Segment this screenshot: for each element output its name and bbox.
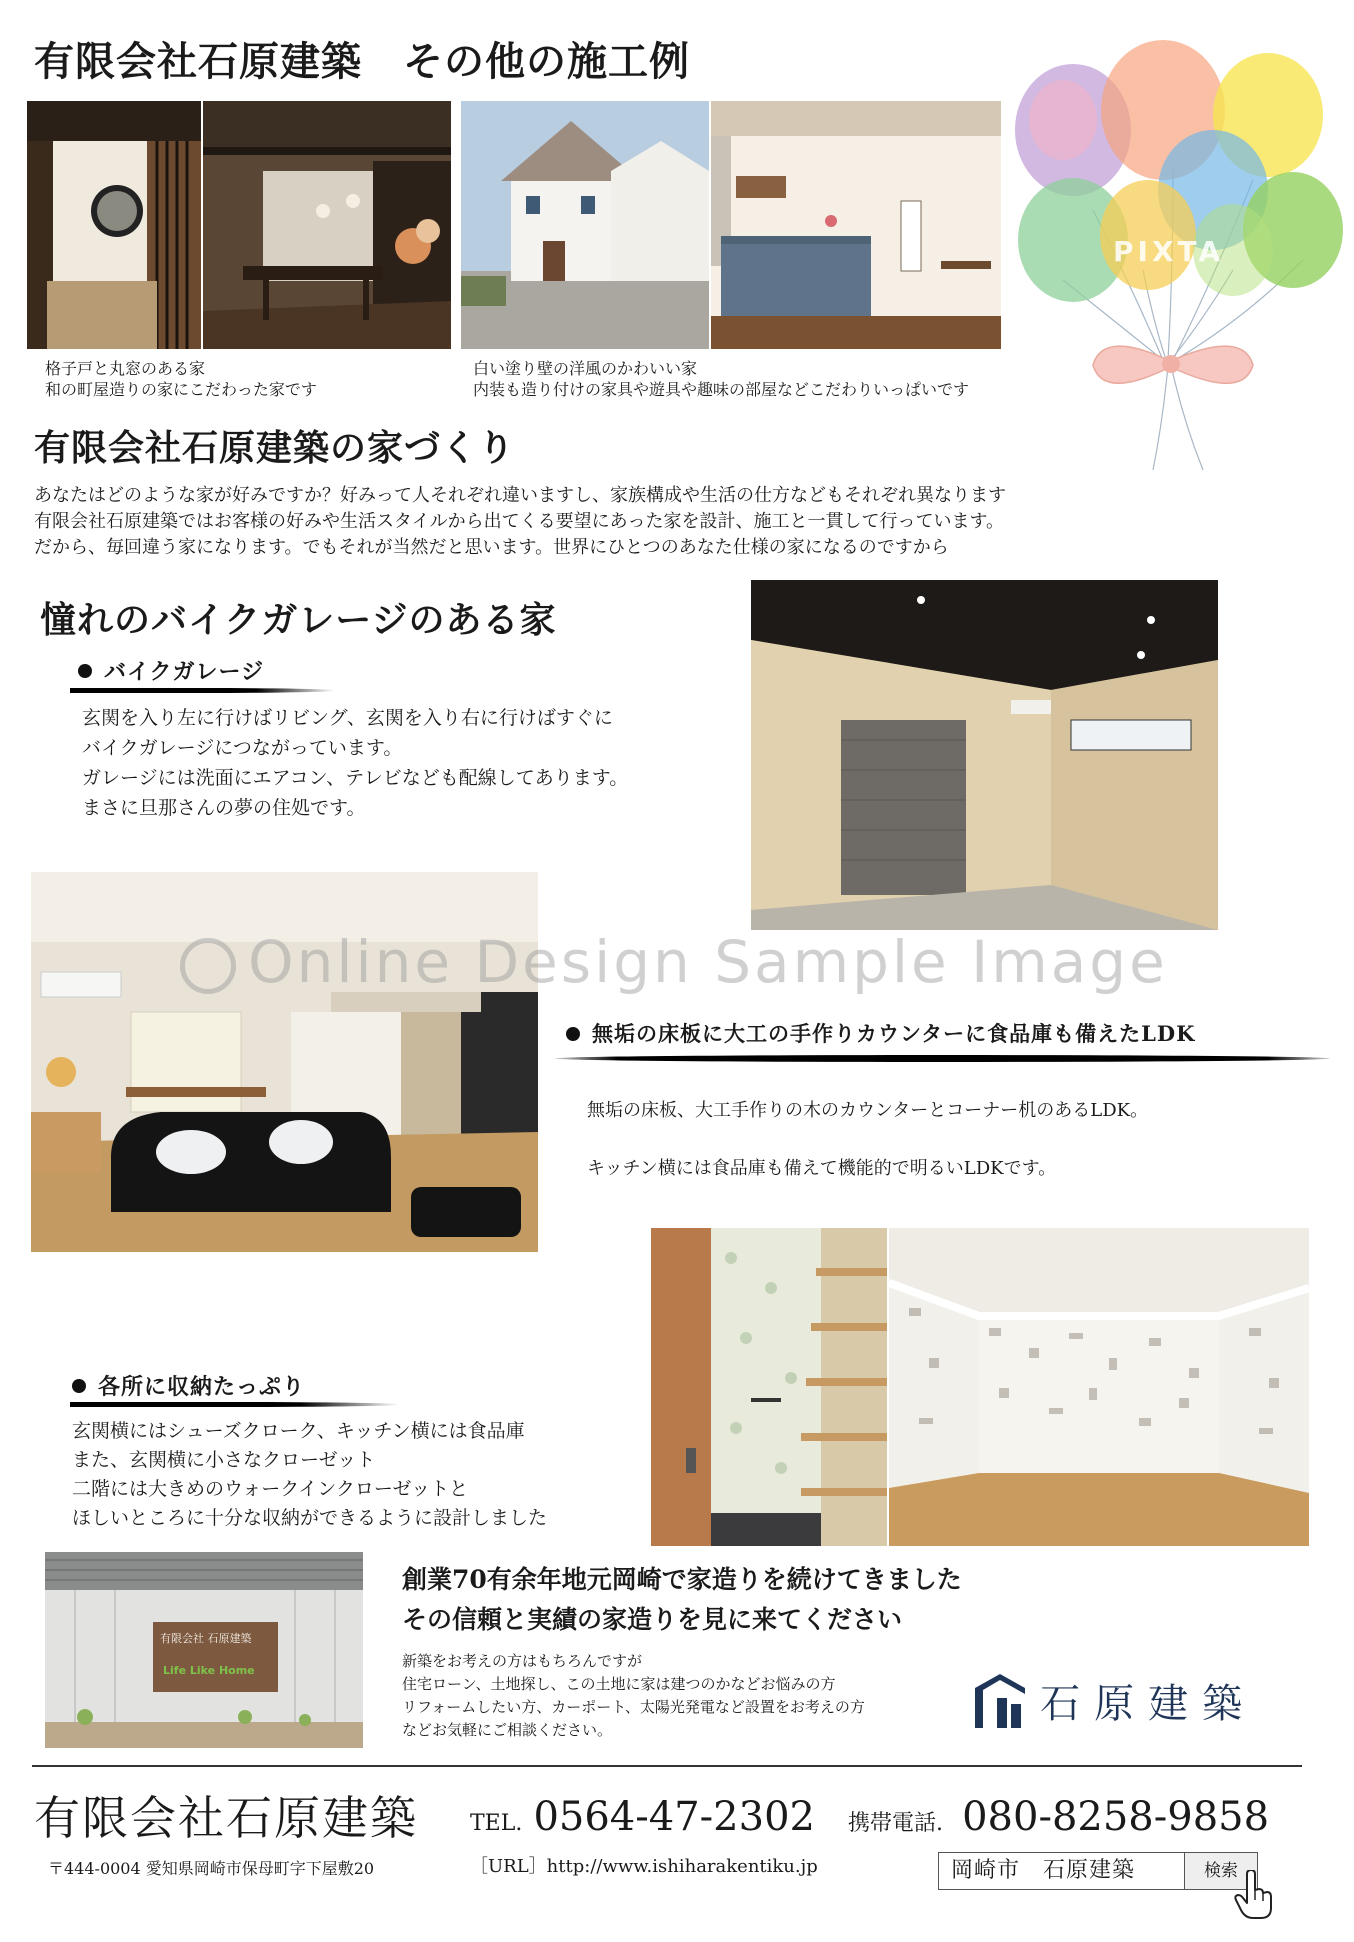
garage-line: バイクガレージにつながっています。 bbox=[82, 737, 403, 759]
garage-sub-label: バイクガレージ bbox=[104, 659, 265, 685]
mobile-number: 080-8258-9858 bbox=[962, 1794, 1270, 1840]
promo-line: などお気軽にご相談ください。 bbox=[402, 1721, 613, 1739]
storage-line: ほしいところに十分な収納ができるように設計しました bbox=[72, 1507, 548, 1529]
promo-line: 住宅ローン、土地探し、この土地に家は建つのかなどお悩みの方 bbox=[402, 1675, 836, 1693]
garage-sub-underline bbox=[70, 688, 336, 693]
photo-office-building bbox=[45, 1552, 363, 1748]
caption-line: 白い塗り壁の洋風のかわいい家 bbox=[473, 359, 698, 378]
storage-line: 玄関横にはシューズクローク、キッチン横には食品庫 bbox=[72, 1420, 525, 1442]
example-right-caption bbox=[473, 358, 969, 400]
office-sign-text: 有限会社 石原建築 bbox=[160, 1632, 252, 1645]
watermark-logo-icon bbox=[180, 938, 236, 994]
tel-label: TEL. bbox=[470, 1811, 523, 1836]
concept-title: 有限会社石原建築の家づくり bbox=[34, 427, 516, 469]
footer-url: ［URL］http://www.ishiharakentiku.jp bbox=[470, 1856, 818, 1877]
footer-mobile bbox=[848, 1794, 1269, 1840]
photo-japanese-dining bbox=[203, 101, 451, 349]
garage-text bbox=[82, 705, 628, 825]
garage-line: ガレージには洗面にエアコン、テレビなども配線してあります。 bbox=[82, 767, 629, 789]
ldk-sub-underline bbox=[555, 1055, 1330, 1062]
ldk-text-1: 無垢の床板、大工手作りの木のカウンターとコーナー机のあるLDK。 bbox=[587, 1100, 1149, 1121]
storage-line: また、玄関横に小さなクローゼット bbox=[72, 1449, 376, 1471]
footer-divider bbox=[32, 1765, 1302, 1767]
search-bar[interactable] bbox=[938, 1852, 1258, 1890]
company-logo bbox=[975, 1672, 1256, 1732]
house-logo-icon bbox=[975, 1674, 1025, 1728]
ldk-sub-label: 無垢の床板に大工の手作りカウンターに食品庫も備えたLDK bbox=[592, 1021, 1196, 1046]
concept-line: 有限会社石原建築ではお客様の好みや生活スタイルから出てくる要望にあった家を設計、施工と一貫して行っています。 bbox=[34, 511, 1005, 532]
promo-headline bbox=[402, 1560, 962, 1640]
promo-line: リフォームしたい方、カーポート、太陽光発電など設置をお考えの方 bbox=[402, 1698, 865, 1716]
garage-title: 憧れのバイクガレージのある家 bbox=[40, 599, 557, 641]
bullet-dot bbox=[78, 664, 92, 678]
bullet-dot bbox=[72, 1379, 86, 1393]
page-title: 有限会社石原建築 その他の施工例 bbox=[34, 38, 690, 85]
photo-shoe-closet bbox=[651, 1228, 887, 1546]
photo-bike-garage bbox=[751, 580, 1218, 930]
sample-watermark bbox=[180, 928, 1168, 996]
pointer-hand-icon bbox=[1233, 1870, 1275, 1924]
promo-line: 新築をお考えの方はもちろんですが bbox=[402, 1652, 643, 1670]
garage-line: まさに旦那さんの夢の住処です。 bbox=[82, 797, 366, 819]
storage-text bbox=[72, 1418, 547, 1534]
footer-company-name: 有限会社石原建築 bbox=[34, 1791, 418, 1845]
promo-text bbox=[402, 1650, 865, 1742]
tel-number: 0564-47-2302 bbox=[533, 1794, 815, 1840]
storage-sub-label: 各所に収納たっぷり bbox=[98, 1374, 306, 1400]
search-input[interactable]: 岡崎市 石原建築 bbox=[951, 1858, 1136, 1883]
storage-line: 二階には大きめのウォークインクローゼットと bbox=[72, 1478, 469, 1500]
promo-headline-1: 創業70有余年地元岡崎で家造りを続けてきました bbox=[402, 1565, 962, 1594]
garage-line: 玄関を入り左に行けばリビング、玄関を入り右に行けばすぐに bbox=[82, 707, 613, 729]
photo-white-house-exterior bbox=[461, 101, 709, 349]
caption-line: 内装も造り付けの家具や遊具や趣味の部屋などこだわりいっぱいです bbox=[473, 380, 970, 399]
ldk-text-2: キッチン横には食品庫も備えて機能的で明るいLDKです。 bbox=[587, 1158, 1057, 1179]
caption-line: 和の町屋造りの家にこだわった家です bbox=[45, 380, 317, 399]
pixta-watermark: PIXTA bbox=[1113, 235, 1225, 268]
garage-subheading bbox=[78, 655, 264, 686]
storage-sub-underline bbox=[70, 1402, 400, 1407]
storage-subheading bbox=[72, 1370, 305, 1401]
example-left-caption bbox=[45, 358, 317, 400]
mobile-label: 携帯電話. bbox=[848, 1811, 943, 1836]
footer-address: 〒444-0004 愛知県岡崎市保母町字下屋敷20 bbox=[48, 1859, 375, 1878]
caption-line: 格子戸と丸窓のある家 bbox=[45, 359, 206, 378]
bullet-dot bbox=[566, 1027, 580, 1041]
concept-line: だから、毎回違う家になります。でもそれが当然だと思います。世界にひとつのあなた仕様の家になるのですから bbox=[34, 537, 949, 558]
footer-tel bbox=[470, 1794, 815, 1840]
concept-text bbox=[34, 483, 1006, 561]
photo-white-house-interior bbox=[711, 101, 1001, 349]
search-button[interactable]: 検索 bbox=[1184, 1853, 1257, 1889]
balloons-illustration bbox=[1003, 30, 1348, 470]
photo-walk-in-closet bbox=[889, 1228, 1309, 1546]
photo-japanese-house bbox=[27, 101, 201, 349]
watermark-text: Online Design Sample Image bbox=[248, 928, 1168, 996]
office-sign-slogan: Life Like Home bbox=[163, 1664, 255, 1677]
promo-headline-2: その信頼と実績の家造りを見に来てください bbox=[402, 1605, 903, 1634]
concept-line: あなたはどのような家が好みですか？好みって人それぞれ違いますし、家族構成や生活の仕方などもそれぞれ異なります bbox=[34, 485, 1006, 506]
ldk-subheading bbox=[566, 1018, 1195, 1048]
logo-text: 石原建築 bbox=[1040, 1681, 1257, 1727]
